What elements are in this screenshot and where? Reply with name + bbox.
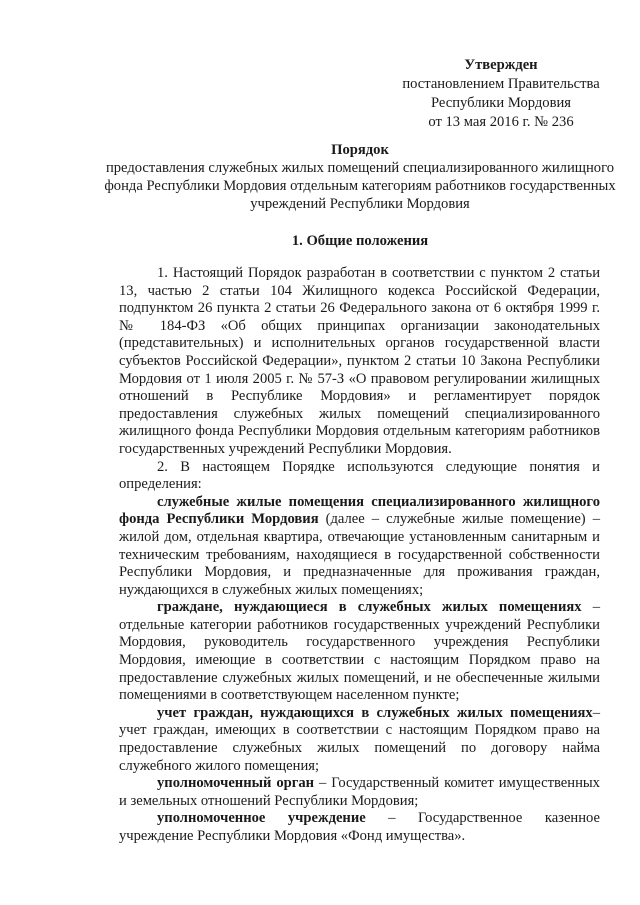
definition-4-text: – Государственный комитет имущественных и земельных отношений Республики Мордовия;: [119, 775, 600, 809]
title-subtitle: предоставления служебных жилых помещений специализированного жилищного фонда Республики Мордовия отдельным категориям работников государственных учреждений Республики Мордовия: [104, 160, 616, 212]
definition-4: [119, 775, 600, 810]
definition-1-term: служебные жилые помещения специализированного жилищного фонда Республики Мордовия: [119, 493, 600, 528]
approval-line-3: от 13 мая 2016 г. № 236: [428, 114, 574, 130]
document-title: [100, 141, 620, 213]
definition-2-term: граждане, нуждающиеся в служебных жилых помещениях: [157, 599, 582, 616]
document-body: [119, 265, 600, 846]
definition-5: [119, 810, 600, 845]
definition-1-text: (далее – служебные жилые помещение) – жилой дом, отдельная квартира, отвечающие установленным санитарным и техническим требованиям, находящиеся в государственной собственности Республики Мордовия, и предназначенные для проживания граждан, нуждающихся в служебных жилых помещениях;: [119, 511, 600, 598]
definition-3-text: – учет граждан, имеющих в соответствии с настоящим Порядком право на предоставление служебных жилых помещений по договору найма служебного жилого помещения;: [119, 704, 600, 774]
definition-2-text: – отдельные категории работников государственных учреждений Республики Мордовия, руководитель государственного учреждения Республики Мордовия, имеющие в соответствии с настоящим Порядком право на предоставление служебных жилых помещений, и не обеспеченные жилыми помещениями в соответствующем населенном пункте;: [119, 599, 600, 704]
approval-stamp: [376, 56, 626, 132]
definition-3: [119, 705, 600, 775]
approval-line-2: Республики Мордовия: [430, 95, 571, 111]
definition-4-term: уполномоченный орган: [157, 775, 315, 792]
paragraph-2: 2. В настоящем Порядке используются следующие понятия и определения:: [119, 458, 600, 493]
definition-1: [119, 494, 600, 600]
definition-3-term: учет граждан, нуждающихся в служебных жилых помещениях: [157, 704, 593, 721]
approved-label: Утвержден: [464, 57, 538, 73]
definition-5-text: – Государственное казенное учреждение Республики Мордовия «Фонд имущества».: [119, 810, 600, 844]
title-heading: Порядок: [331, 142, 389, 158]
paragraph-1: 1. Настоящий Порядок разработан в соответствии с пунктом 2 статьи 13, частью 2 статьи 104 Жилищного кодекса Российской Федерации, подпунктом 26 пункта 2 статьи 26 Федерального закона от 6 октября 1999 г. № 184-ФЗ «Об общих принципах организации законодательных (представительных) и исполнительных органов государственной власти субъектов Российской Федерации», пунктом 2 статьи 10 Закона Республики Мордовия от 1 июля 2005 г. № 57-З «О правовом регулировании жилищных отношений в Республике Мордовия» и регламентирует порядок предоставления служебных жилых помещений специализированного жилищного фонда Республики Мордовия отдельным категориям работников государственных учреждений Республики Мордовия.: [119, 265, 600, 457]
definition-2: [119, 599, 600, 705]
section-heading: 1. Общие положения: [291, 233, 429, 249]
approval-line-1: постановлением Правительства: [402, 76, 600, 92]
definition-5-term: уполномоченное учреждение: [157, 810, 366, 827]
